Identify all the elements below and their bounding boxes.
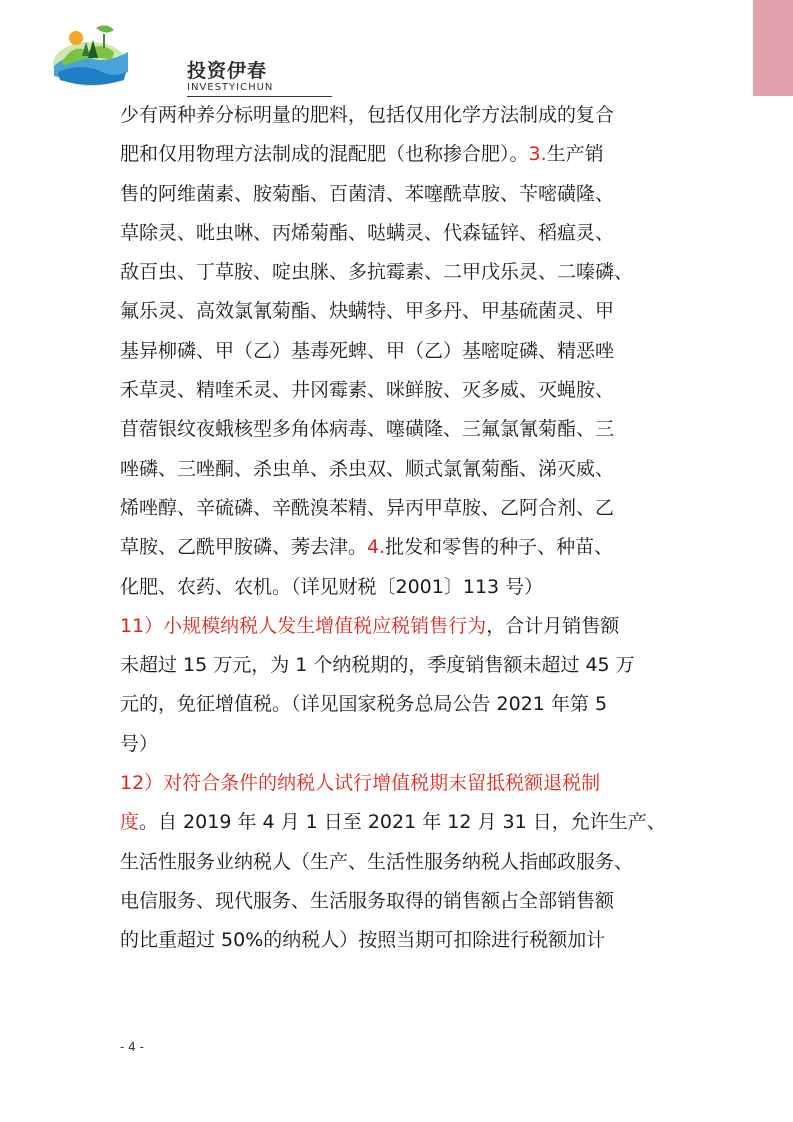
highlighted-text: 11）小规模纳税人发生增值税应税销售行为: [120, 614, 487, 637]
text-line: [120, 803, 676, 842]
document-body: [120, 96, 676, 961]
body-text: 氟乐灵、高效氯氰菊酯、炔螨特、甲多丹、甲基硫菌灵、甲: [120, 300, 615, 323]
body-text: ，合计月销售额: [486, 614, 620, 637]
text-line: [120, 607, 676, 646]
body-text: 号）: [120, 732, 159, 755]
text-line: [120, 685, 676, 724]
text-line: [120, 410, 676, 449]
body-text: 唑磷、三唑酮、杀虫单、杀虫双、顺式氯氰菊酯、涕灭威、: [120, 457, 615, 480]
body-text: 生活性服务业纳税人（生产、生活性服务纳税人指邮政服务、: [120, 850, 634, 873]
body-text: 禾草灵、精喹禾灵、井冈霉素、咪鲜胺、灭多威、灭蝇胺、: [120, 379, 615, 402]
body-text: 草胺、乙酰甲胺磷、莠去津。: [120, 536, 368, 559]
text-line: [120, 764, 676, 803]
text-line: [120, 882, 676, 921]
text-line: [120, 489, 676, 528]
text-line: [120, 371, 676, 410]
corner-color-tab: [753, 0, 793, 96]
page-number: - 4 -: [120, 1040, 144, 1054]
text-line: [120, 450, 676, 489]
body-text: 少有两种养分标明量的肥料，包括仅用化学方法制成的复合: [120, 104, 615, 126]
text-line: [120, 568, 676, 607]
highlighted-text: 度: [120, 811, 140, 834]
brand-subtitle: INVESTYICHUN: [187, 82, 274, 93]
text-line: [120, 528, 676, 567]
body-text: 元的，免征增值税。（详见国家税务总局公告 2021 年第 5: [120, 693, 608, 716]
body-text: 未超过 15 万元，为 1 个纳税期的，季度销售额未超过 45 万: [120, 654, 635, 677]
body-text: 草除灵、吡虫啉、丙烯菊酯、哒螨灵、代森锰锌、稻瘟灵、: [120, 221, 615, 244]
text-line: [120, 96, 676, 135]
body-text: 。自 2019 年 4 月 1 日至 2021 年 12 月 31 日，允许生产、: [139, 811, 666, 834]
text-line: [120, 332, 676, 371]
body-text: 烯唑醇、辛硫磷、辛酰溴苯精、异丙甲草胺、乙阿合剂、乙: [120, 496, 615, 519]
brand-title: 投资伊春: [187, 60, 268, 82]
highlighted-text: 12）对符合条件的纳税人试行增值税期末留抵税额退税制: [120, 772, 601, 795]
text-line: [120, 214, 676, 253]
body-text: 肥和仅用物理方法制成的混配肥（也称掺合肥）。: [120, 143, 529, 166]
body-text: 售的阿维菌素、胺菊酯、百菌清、苯噻酰草胺、苄嘧磺隆、: [120, 182, 615, 205]
brand-logo: [52, 22, 292, 92]
body-text: 批发和零售的种子、种苗、: [385, 536, 614, 559]
body-text: 的比重超过 50%的纳税人）按照当期可扣除进行税额加计: [120, 929, 606, 952]
body-text: 化肥、农药、农机。（详见财税〔2001〕113 号）: [120, 575, 544, 598]
body-text: 苜蓿银纹夜蛾核型多角体病毒、噻磺隆、三氟氯氰菊酯、三: [120, 418, 615, 441]
highlighted-text: 4.: [367, 536, 386, 559]
text-line: [120, 843, 676, 882]
body-text: 电信服务、现代服务、生活服务取得的销售额占全部销售额: [120, 889, 615, 912]
logo-icon: [52, 22, 130, 88]
text-line: [120, 175, 676, 214]
text-line: [120, 725, 676, 764]
highlighted-text: 3.: [528, 143, 547, 166]
text-line: [120, 646, 676, 685]
text-line: [120, 253, 676, 292]
text-line: [120, 135, 676, 174]
body-text: 生产销: [546, 143, 604, 166]
body-text: 敌百虫、丁草胺、啶虫脒、多抗霉素、二甲戊乐灵、二嗪磷、: [120, 261, 634, 284]
text-line: [120, 921, 676, 960]
text-line: [120, 292, 676, 331]
body-text: 基异柳磷、甲（乙）基毒死蜱、甲（乙）基嘧啶磷、精恶唑: [120, 339, 615, 362]
